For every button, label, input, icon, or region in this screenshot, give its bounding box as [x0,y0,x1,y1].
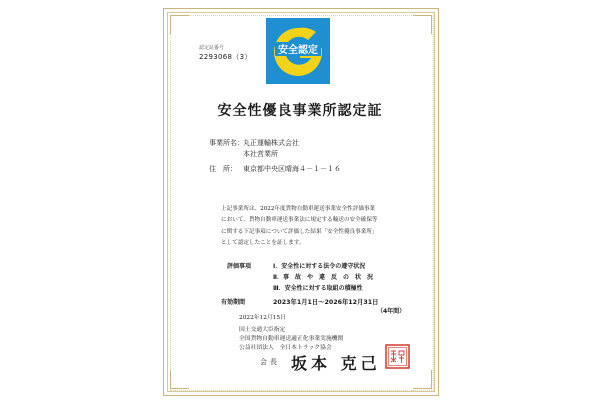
evaluation-item: Ⅱ．事 故 や 違 反 の 状 況 [273,274,373,281]
issuer-block [239,326,343,352]
issuer-line: 公益社団法人 全日本トラック協会 [239,344,332,351]
official-seal-stamp [385,344,410,369]
address-label: 住 所： [209,165,237,173]
corner-ornament [170,370,189,389]
certificate-number: 2293068（3） [199,53,252,61]
validity-label: 有効期間 [221,299,246,306]
issuer-line: 国土交通大臣指定 [239,327,286,333]
business-name-row [209,138,299,148]
evaluation-item: Ⅰ．安全性に対する法令の遵守状況 [273,263,366,270]
evaluation-label: 評価事項 [227,263,252,270]
corner-ornament [413,15,432,34]
evaluation-item: Ⅲ．安全性に対する取組の積極性 [273,285,363,292]
address-row [209,164,341,174]
certificate-body-text [221,204,411,250]
certificate-number-label: 認定証番号 [199,45,225,51]
address: 東京都中央区晴海４－１－１６ [243,165,341,173]
certificate [163,8,439,396]
issuer-line: 全国貨物自動車運送適正化事業実施機関 [239,335,344,342]
president-title: 会長 [260,358,280,366]
body-line: に関する下記事項について評価した結果「安全性優良事業所」 [221,228,378,235]
issue-date: 2022年12月15日 [239,315,286,321]
validity-years: （4年間） [377,308,406,315]
validity-period: 2023年1月1日～2026年12月31日 [273,299,379,306]
business-name-label: 事業所名： [209,139,244,147]
corner-ornament [413,370,432,389]
president-name: 坂本 克己 [291,354,381,373]
certificate-title: 安全性優良事業所認定証 [217,103,383,119]
business-name: 丸正運輸株式会社 [243,139,299,147]
body-line: において、貨物自動車運送事業法に規定する輸送の安全確保等 [221,217,378,224]
corner-ornament [170,15,189,34]
g-mark-safety-logo [266,18,330,84]
body-line: 上記事業所は、2022年度貨物自動車運送事業安全性評価事業 [221,206,376,212]
logo-text: 安全認定 [278,45,318,56]
business-branch: 本社営業所 [243,150,278,158]
body-line: として認定したことを証します。 [221,240,305,247]
evaluation-items [273,261,373,294]
